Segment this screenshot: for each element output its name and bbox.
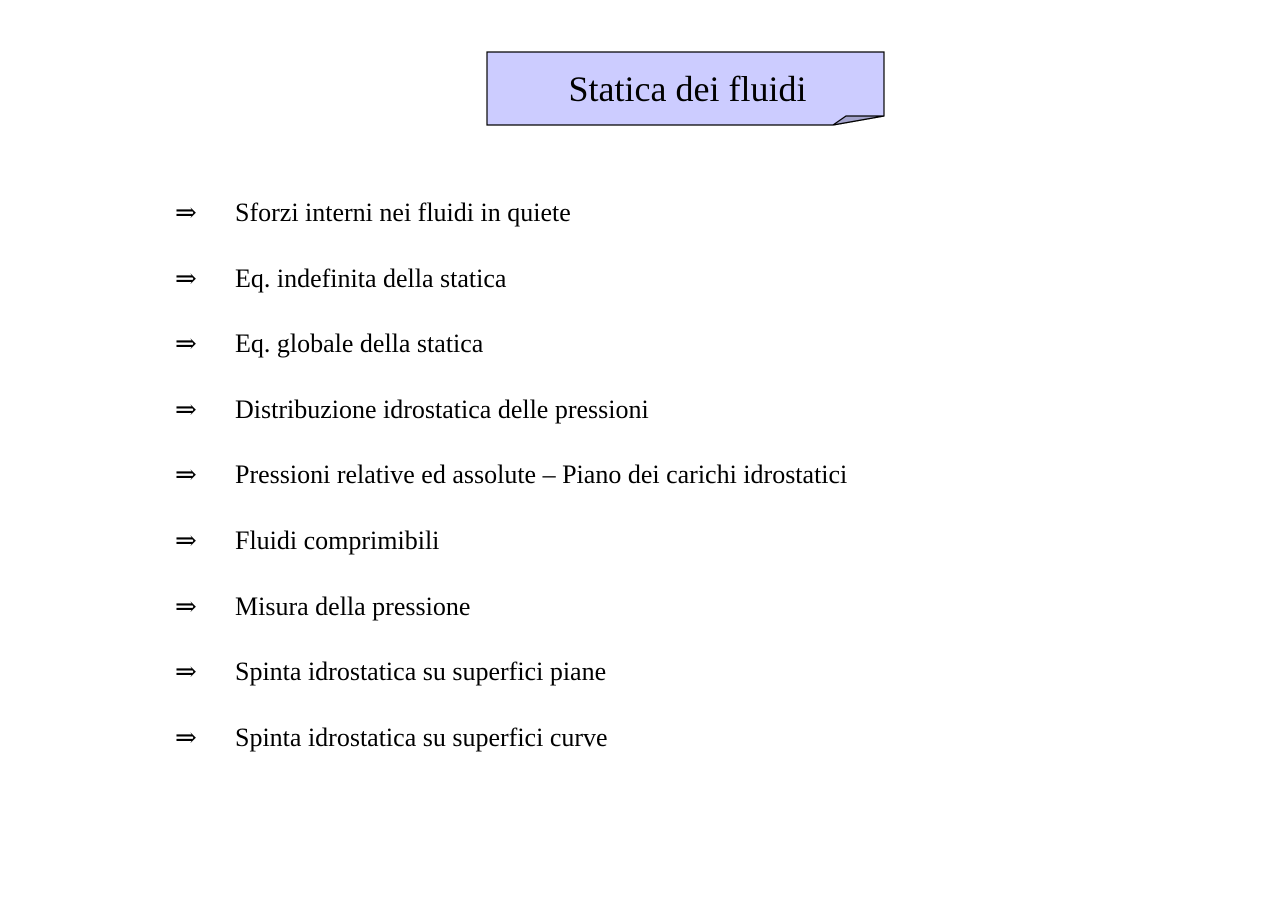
topic-label: Eq. indefinita della statica: [235, 263, 507, 293]
topic-label: Pressioni relative ed assolute – Piano dei carichi idrostatici: [235, 460, 848, 490]
double-right-arrow-icon: ⇒: [175, 525, 197, 555]
double-right-arrow-icon: ⇒: [175, 394, 197, 424]
double-right-arrow-icon: ⇒: [175, 722, 197, 752]
topic-label: Fluidi comprimibili: [235, 525, 440, 555]
topic-label: Sforzi interni nei fluidi in quiete: [235, 198, 571, 227]
topic-label: Spinta idrostatica su superfici curve: [235, 722, 608, 752]
double-right-arrow-icon: ⇒: [175, 198, 197, 227]
page-title: Statica dei fluidi: [568, 69, 807, 109]
topic-label: Eq. globale della statica: [235, 329, 484, 359]
topic-label: Spinta idrostatica su superfici piane: [235, 657, 607, 687]
double-right-arrow-icon: ⇒: [175, 263, 197, 293]
double-right-arrow-icon: ⇒: [175, 657, 197, 687]
topic-label: Misura della pressione: [235, 591, 471, 621]
double-right-arrow-icon: ⇒: [175, 329, 197, 359]
topic-label: Distribuzione idrostatica delle pressioni: [235, 394, 649, 424]
title-box: [486, 51, 885, 127]
double-right-arrow-icon: ⇒: [175, 460, 197, 490]
double-right-arrow-icon: ⇒: [175, 591, 197, 621]
